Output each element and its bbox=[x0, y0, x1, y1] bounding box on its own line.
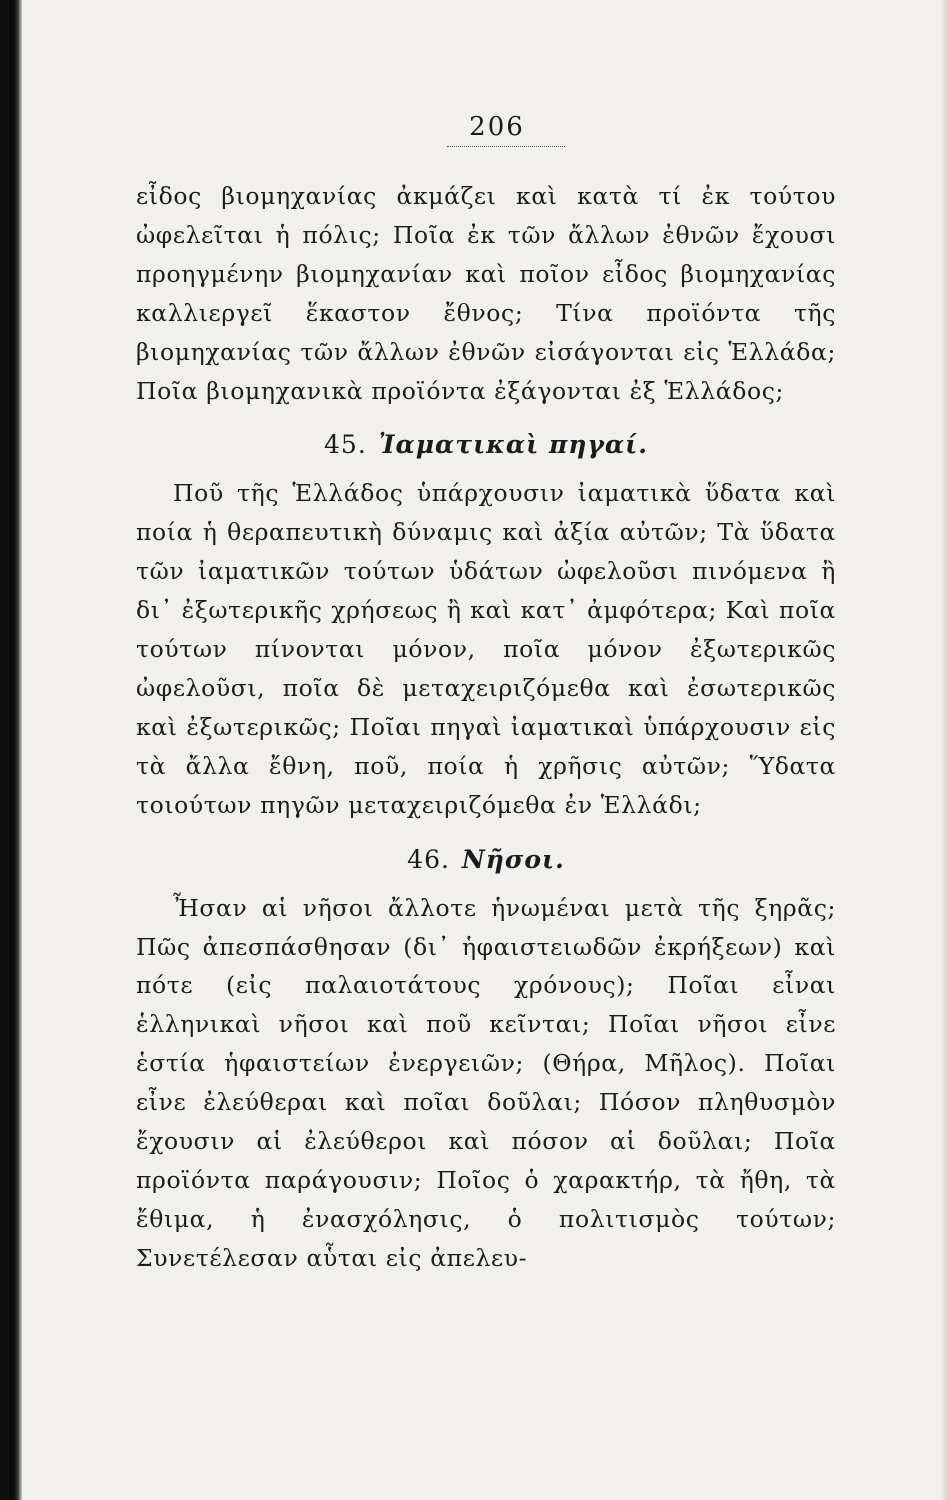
page-number-rule bbox=[447, 146, 565, 147]
scan-page-edge bbox=[940, 0, 947, 1500]
section-46-heading bbox=[136, 841, 836, 879]
section-45-heading bbox=[136, 426, 836, 464]
section-46-paragraph: Ἦσαν αἱ νῆσοι ἄλλοτε ἡνωμέναι μετὰ τῆς ξηρᾶς; Πῶς ἀπεσπάσθησαν (δι᾽ ἡφαιστειωδῶν ἐκρήξεων) καὶ πότε (εἰς παλαιοτάτους χρόνους); Ποῖαι εἶναι ἑλληνικαὶ νῆσοι καὶ ποῦ κεῖνται; Ποῖαι νῆσοι εἶνε ἑστία ἡφαιστείων ἐνεργειῶν; (Θήρα, Μῆλος). Ποῖαι εἶνε ἐλεύθεραι καὶ ποῖαι δοῦλαι; Πόσον πληθυσμὸν ἔχουσιν αἱ ἐλεύθεροι καὶ πόσον αἱ δοῦλαι; Ποῖα προϊόντα παράγουσιν; Ποῖος ὁ χαρακτήρ, τὰ ἤθη, τὰ ἔθιμα, ἡ ἐνασχόλησις, ὁ πολιτισμὸς τούτων; Συνετέλεσαν αὗται εἰς ἀπελευ- bbox=[136, 893, 836, 1272]
section-45-title: Ἰαματικαὶ πηγαί. bbox=[378, 430, 648, 460]
page-number: 206 bbox=[469, 112, 525, 142]
book-page bbox=[136, 110, 836, 1278]
section-45-number: 45. bbox=[324, 430, 367, 460]
section-46-number: 46. bbox=[407, 844, 450, 874]
scan-binding-edge bbox=[0, 0, 22, 1500]
section-46-title: Νῆσοι. bbox=[461, 844, 565, 874]
section-45-paragraph: Ποῦ τῆς Ἑλλάδος ὑπάρχουσιν ἰαματικὰ ὕδατα καὶ ποία ἡ θεραπευτικὴ δύναμις καὶ ἀξία αὐτῶν; Τὰ ὕδατα τῶν ἰαματικῶν τούτων ὑδάτων ὠφελοῦσι πινόμενα ἢ δι᾽ ἐξωτερικῆς χρήσεως ἢ καὶ κατ᾽ ἀμφότερα; Καὶ ποῖα τούτων πίνονται μόνον, ποῖα μόνον ἐξωτερικῶς ὠφελοῦσι, ποῖα δὲ μεταχειριζόμεθα καὶ ἐσωτερικῶς καὶ ἐξωτερικῶς; Ποῖαι πηγαὶ ἰαματικαὶ ὑπάρχουσιν εἰς τὰ ἄλλα ἔθνη, ποῦ, ποία ἡ χρῆσις αὐτῶν; Ὕδατα τοιούτων πηγῶν μεταχειριζόμεθα ἐν Ἑλλάδι; bbox=[136, 479, 836, 819]
intro-paragraph: εἶδος βιομηχανίας ἀκμάζει καὶ κατὰ τί ἐκ τούτου ὠφελεῖται ἡ πόλις; Ποῖα ἐκ τῶν ἄλλων ἐθνῶν ἔχουσι προηγμένην βιομηχανίαν καὶ ποῖον εἶδος βιομηχανίας καλλιεργεῖ ἕκαστον ἔθνος; Τίνα προϊόντα τῆς βιομηχανίας τῶν ἄλλων ἐθνῶν εἰσάγονται εἰς Ἑλλάδα; Ποῖα βιομηχανικὰ προϊόντα ἐξάγονται ἐξ Ἑλλάδος; bbox=[136, 182, 836, 405]
